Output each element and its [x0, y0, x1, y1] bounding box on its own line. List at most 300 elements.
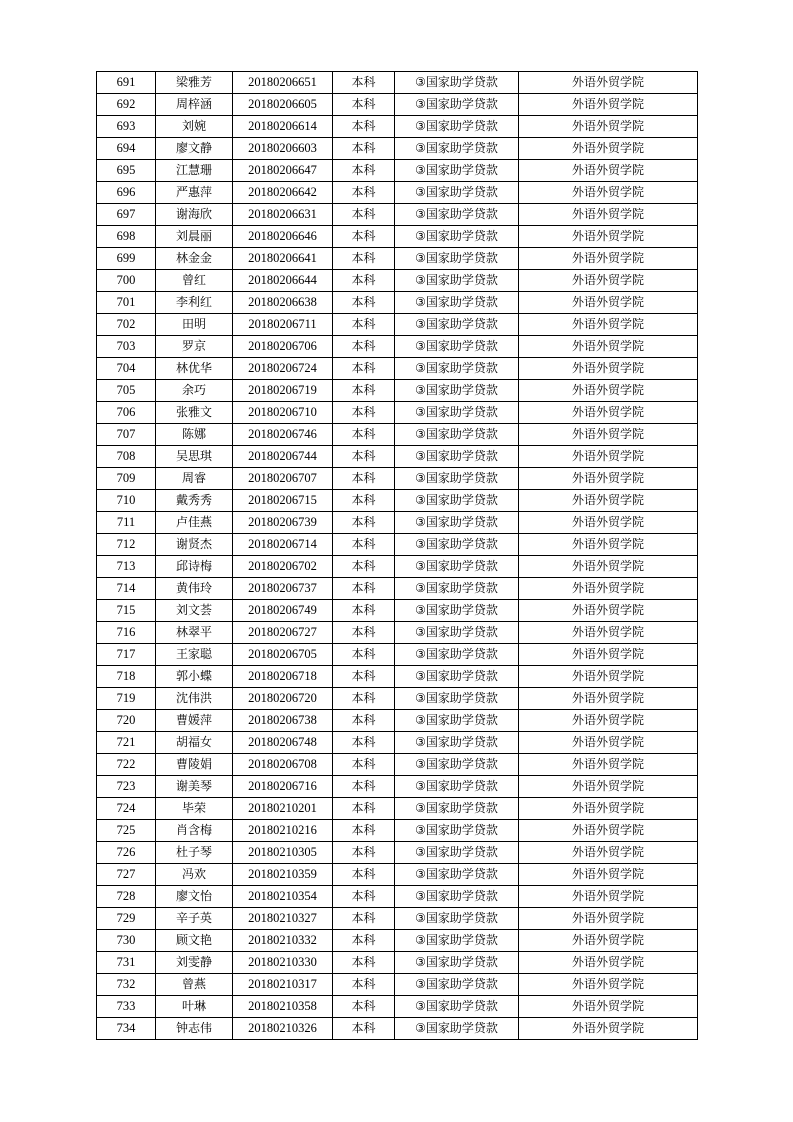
student-name-cell: 邱诗梅 [156, 556, 233, 578]
row-number-cell: 732 [97, 974, 156, 996]
aid-type-cell: ③国家助学贷款 [395, 974, 519, 996]
table-row [97, 94, 698, 116]
row-number-cell: 707 [97, 424, 156, 446]
student-name-cell: 肖含梅 [156, 820, 233, 842]
college-cell: 外语外贸学院 [519, 952, 698, 974]
aid-type-cell: ③国家助学贷款 [395, 886, 519, 908]
table-row [97, 842, 698, 864]
aid-type-cell: ③国家助学贷款 [395, 94, 519, 116]
student-id-cell: 20180206708 [233, 754, 333, 776]
education-level-cell: 本科 [333, 424, 395, 446]
student-id-cell: 20180210201 [233, 798, 333, 820]
row-number-cell: 704 [97, 358, 156, 380]
aid-type-cell: ③国家助学贷款 [395, 864, 519, 886]
table-body [97, 72, 698, 1040]
student-id-cell: 20180206744 [233, 446, 333, 468]
college-cell: 外语外贸学院 [519, 534, 698, 556]
row-number-cell: 716 [97, 622, 156, 644]
student-name-cell: 林金金 [156, 248, 233, 270]
table-row [97, 908, 698, 930]
student-name-cell: 刘文荟 [156, 600, 233, 622]
aid-type-cell: ③国家助学贷款 [395, 754, 519, 776]
college-cell: 外语外贸学院 [519, 446, 698, 468]
education-level-cell: 本科 [333, 116, 395, 138]
student-name-cell: 谢海欣 [156, 204, 233, 226]
table-row [97, 578, 698, 600]
aid-type-cell: ③国家助学贷款 [395, 710, 519, 732]
student-name-cell: 郭小蝶 [156, 666, 233, 688]
table-row [97, 358, 698, 380]
aid-type-cell: ③国家助学贷款 [395, 798, 519, 820]
row-number-cell: 721 [97, 732, 156, 754]
education-level-cell: 本科 [333, 776, 395, 798]
education-level-cell: 本科 [333, 336, 395, 358]
table-row [97, 688, 698, 710]
aid-type-cell: ③国家助学贷款 [395, 996, 519, 1018]
student-name-cell: 田明 [156, 314, 233, 336]
table-row [97, 732, 698, 754]
student-name-cell: 严惠萍 [156, 182, 233, 204]
student-id-cell: 20180210358 [233, 996, 333, 1018]
row-number-cell: 706 [97, 402, 156, 424]
row-number-cell: 699 [97, 248, 156, 270]
student-id-cell: 20180206727 [233, 622, 333, 644]
table-row [97, 666, 698, 688]
row-number-cell: 713 [97, 556, 156, 578]
college-cell: 外语外贸学院 [519, 358, 698, 380]
aid-type-cell: ③国家助学贷款 [395, 402, 519, 424]
aid-type-cell: ③国家助学贷款 [395, 776, 519, 798]
student-id-cell: 20180210332 [233, 930, 333, 952]
table-row [97, 380, 698, 402]
student-id-cell: 20180206707 [233, 468, 333, 490]
row-number-cell: 696 [97, 182, 156, 204]
college-cell: 外语外贸学院 [519, 842, 698, 864]
aid-type-cell: ③国家助学贷款 [395, 644, 519, 666]
student-name-cell: 毕荣 [156, 798, 233, 820]
aid-type-cell: ③国家助学贷款 [395, 446, 519, 468]
student-id-cell: 20180206716 [233, 776, 333, 798]
row-number-cell: 715 [97, 600, 156, 622]
row-number-cell: 710 [97, 490, 156, 512]
college-cell: 外语外贸学院 [519, 776, 698, 798]
student-name-cell: 杜子琴 [156, 842, 233, 864]
college-cell: 外语外贸学院 [519, 314, 698, 336]
aid-type-cell: ③国家助学贷款 [395, 424, 519, 446]
table-row [97, 952, 698, 974]
row-number-cell: 717 [97, 644, 156, 666]
student-name-cell: 叶琳 [156, 996, 233, 1018]
student-name-cell: 周睿 [156, 468, 233, 490]
education-level-cell: 本科 [333, 732, 395, 754]
education-level-cell: 本科 [333, 534, 395, 556]
table-row [97, 160, 698, 182]
student-name-cell: 戴秀秀 [156, 490, 233, 512]
education-level-cell: 本科 [333, 908, 395, 930]
education-level-cell: 本科 [333, 292, 395, 314]
college-cell: 外语外贸学院 [519, 380, 698, 402]
aid-type-cell: ③国家助学贷款 [395, 314, 519, 336]
student-id-cell: 20180206702 [233, 556, 333, 578]
education-level-cell: 本科 [333, 930, 395, 952]
aid-type-cell: ③国家助学贷款 [395, 600, 519, 622]
student-id-cell: 20180206631 [233, 204, 333, 226]
education-level-cell: 本科 [333, 204, 395, 226]
row-number-cell: 691 [97, 72, 156, 94]
college-cell: 外语外贸学院 [519, 820, 698, 842]
college-cell: 外语外贸学院 [519, 292, 698, 314]
row-number-cell: 734 [97, 1018, 156, 1040]
student-name-cell: 曾燕 [156, 974, 233, 996]
student-name-cell: 辛子英 [156, 908, 233, 930]
student-id-cell: 20180206738 [233, 710, 333, 732]
aid-type-cell: ③国家助学贷款 [395, 248, 519, 270]
student-name-cell: 曹陵娟 [156, 754, 233, 776]
college-cell: 外语外贸学院 [519, 204, 698, 226]
education-level-cell: 本科 [333, 270, 395, 292]
education-level-cell: 本科 [333, 358, 395, 380]
college-cell: 外语外贸学院 [519, 996, 698, 1018]
student-id-cell: 20180206715 [233, 490, 333, 512]
student-id-cell: 20180210327 [233, 908, 333, 930]
education-level-cell: 本科 [333, 314, 395, 336]
row-number-cell: 725 [97, 820, 156, 842]
college-cell: 外语外贸学院 [519, 556, 698, 578]
aid-type-cell: ③国家助学贷款 [395, 842, 519, 864]
education-level-cell: 本科 [333, 490, 395, 512]
college-cell: 外语外贸学院 [519, 402, 698, 424]
row-number-cell: 728 [97, 886, 156, 908]
student-name-cell: 林翠平 [156, 622, 233, 644]
college-cell: 外语外贸学院 [519, 160, 698, 182]
student-name-cell: 李利红 [156, 292, 233, 314]
aid-type-cell: ③国家助学贷款 [395, 952, 519, 974]
education-level-cell: 本科 [333, 710, 395, 732]
student-name-cell: 江慧珊 [156, 160, 233, 182]
education-level-cell: 本科 [333, 820, 395, 842]
table-row [97, 776, 698, 798]
student-id-cell: 20180206720 [233, 688, 333, 710]
table-row [97, 292, 698, 314]
table-row [97, 424, 698, 446]
college-cell: 外语外贸学院 [519, 974, 698, 996]
education-level-cell: 本科 [333, 402, 395, 424]
aid-type-cell: ③国家助学贷款 [395, 534, 519, 556]
row-number-cell: 695 [97, 160, 156, 182]
student-name-cell: 廖文怡 [156, 886, 233, 908]
student-id-cell: 20180210216 [233, 820, 333, 842]
row-number-cell: 730 [97, 930, 156, 952]
table-row [97, 226, 698, 248]
student-id-cell: 20180206749 [233, 600, 333, 622]
education-level-cell: 本科 [333, 512, 395, 534]
student-name-cell: 钟志伟 [156, 1018, 233, 1040]
education-level-cell: 本科 [333, 446, 395, 468]
student-id-cell: 20180206642 [233, 182, 333, 204]
row-number-cell: 702 [97, 314, 156, 336]
table-row [97, 204, 698, 226]
student-id-cell: 20180206710 [233, 402, 333, 424]
student-name-cell: 张雅文 [156, 402, 233, 424]
student-name-cell: 余巧 [156, 380, 233, 402]
student-id-cell: 20180206724 [233, 358, 333, 380]
table-row [97, 490, 698, 512]
student-name-cell: 谢美琴 [156, 776, 233, 798]
aid-type-cell: ③国家助学贷款 [395, 930, 519, 952]
education-level-cell: 本科 [333, 468, 395, 490]
college-cell: 外语外贸学院 [519, 622, 698, 644]
row-number-cell: 731 [97, 952, 156, 974]
aid-type-cell: ③国家助学贷款 [395, 732, 519, 754]
student-id-cell: 20180210305 [233, 842, 333, 864]
education-level-cell: 本科 [333, 644, 395, 666]
table-row [97, 644, 698, 666]
college-cell: 外语外贸学院 [519, 512, 698, 534]
college-cell: 外语外贸学院 [519, 94, 698, 116]
college-cell: 外语外贸学院 [519, 270, 698, 292]
education-level-cell: 本科 [333, 248, 395, 270]
college-cell: 外语外贸学院 [519, 666, 698, 688]
college-cell: 外语外贸学院 [519, 248, 698, 270]
row-number-cell: 724 [97, 798, 156, 820]
student-id-cell: 20180206603 [233, 138, 333, 160]
aid-type-cell: ③国家助学贷款 [395, 226, 519, 248]
college-cell: 外语外贸学院 [519, 490, 698, 512]
college-cell: 外语外贸学院 [519, 468, 698, 490]
aid-type-cell: ③国家助学贷款 [395, 622, 519, 644]
education-level-cell: 本科 [333, 226, 395, 248]
aid-type-cell: ③国家助学贷款 [395, 292, 519, 314]
college-cell: 外语外贸学院 [519, 72, 698, 94]
student-id-cell: 20180210359 [233, 864, 333, 886]
student-id-cell: 20180210326 [233, 1018, 333, 1040]
college-cell: 外语外贸学院 [519, 930, 698, 952]
table-row [97, 798, 698, 820]
aid-type-cell: ③国家助学贷款 [395, 358, 519, 380]
education-level-cell: 本科 [333, 94, 395, 116]
aid-type-cell: ③国家助学贷款 [395, 270, 519, 292]
student-name-cell: 黄伟玲 [156, 578, 233, 600]
education-level-cell: 本科 [333, 182, 395, 204]
education-level-cell: 本科 [333, 754, 395, 776]
student-name-cell: 罗京 [156, 336, 233, 358]
student-id-cell: 20180206711 [233, 314, 333, 336]
student-name-cell: 刘晨丽 [156, 226, 233, 248]
table-row [97, 820, 698, 842]
row-number-cell: 720 [97, 710, 156, 732]
education-level-cell: 本科 [333, 578, 395, 600]
college-cell: 外语外贸学院 [519, 578, 698, 600]
row-number-cell: 709 [97, 468, 156, 490]
row-number-cell: 711 [97, 512, 156, 534]
row-number-cell: 694 [97, 138, 156, 160]
table-row [97, 886, 698, 908]
student-id-cell: 20180210354 [233, 886, 333, 908]
student-id-cell: 20180206641 [233, 248, 333, 270]
education-level-cell: 本科 [333, 996, 395, 1018]
student-id-cell: 20180206706 [233, 336, 333, 358]
row-number-cell: 723 [97, 776, 156, 798]
student-id-cell: 20180206739 [233, 512, 333, 534]
table-row [97, 556, 698, 578]
row-number-cell: 714 [97, 578, 156, 600]
student-name-cell: 梁雅芳 [156, 72, 233, 94]
education-level-cell: 本科 [333, 864, 395, 886]
row-number-cell: 693 [97, 116, 156, 138]
table-row [97, 930, 698, 952]
aid-type-cell: ③国家助学贷款 [395, 204, 519, 226]
education-level-cell: 本科 [333, 1018, 395, 1040]
student-name-cell: 曾红 [156, 270, 233, 292]
student-name-cell: 林优华 [156, 358, 233, 380]
table-row [97, 622, 698, 644]
education-level-cell: 本科 [333, 886, 395, 908]
table-row [97, 996, 698, 1018]
student-id-cell: 20180210330 [233, 952, 333, 974]
college-cell: 外语外贸学院 [519, 864, 698, 886]
row-number-cell: 727 [97, 864, 156, 886]
student-loan-table [96, 71, 698, 1040]
row-number-cell: 719 [97, 688, 156, 710]
student-id-cell: 20180206748 [233, 732, 333, 754]
table-row [97, 138, 698, 160]
education-level-cell: 本科 [333, 798, 395, 820]
table-row [97, 270, 698, 292]
aid-type-cell: ③国家助学贷款 [395, 578, 519, 600]
student-name-cell: 廖文静 [156, 138, 233, 160]
college-cell: 外语外贸学院 [519, 732, 698, 754]
aid-type-cell: ③国家助学贷款 [395, 512, 519, 534]
student-id-cell: 20180206614 [233, 116, 333, 138]
education-level-cell: 本科 [333, 138, 395, 160]
college-cell: 外语外贸学院 [519, 644, 698, 666]
row-number-cell: 733 [97, 996, 156, 1018]
college-cell: 外语外贸学院 [519, 908, 698, 930]
row-number-cell: 697 [97, 204, 156, 226]
table-row [97, 864, 698, 886]
student-id-cell: 20180206718 [233, 666, 333, 688]
student-name-cell: 吴思琪 [156, 446, 233, 468]
aid-type-cell: ③国家助学贷款 [395, 138, 519, 160]
row-number-cell: 701 [97, 292, 156, 314]
student-id-cell: 20180206644 [233, 270, 333, 292]
education-level-cell: 本科 [333, 842, 395, 864]
table-row [97, 534, 698, 556]
table-row [97, 600, 698, 622]
student-name-cell: 刘雯静 [156, 952, 233, 974]
college-cell: 外语外贸学院 [519, 138, 698, 160]
student-id-cell: 20180206737 [233, 578, 333, 600]
student-id-cell: 20180210317 [233, 974, 333, 996]
college-cell: 外语外贸学院 [519, 688, 698, 710]
table-row [97, 336, 698, 358]
student-name-cell: 顾文艳 [156, 930, 233, 952]
aid-type-cell: ③国家助学贷款 [395, 688, 519, 710]
row-number-cell: 729 [97, 908, 156, 930]
table-row [97, 468, 698, 490]
table-row [97, 182, 698, 204]
table-row [97, 446, 698, 468]
row-number-cell: 692 [97, 94, 156, 116]
aid-type-cell: ③国家助学贷款 [395, 1018, 519, 1040]
student-name-cell: 卢佳燕 [156, 512, 233, 534]
table-row [97, 754, 698, 776]
education-level-cell: 本科 [333, 952, 395, 974]
aid-type-cell: ③国家助学贷款 [395, 666, 519, 688]
college-cell: 外语外贸学院 [519, 886, 698, 908]
aid-type-cell: ③国家助学贷款 [395, 490, 519, 512]
student-id-cell: 20180206705 [233, 644, 333, 666]
table-row [97, 974, 698, 996]
aid-type-cell: ③国家助学贷款 [395, 820, 519, 842]
aid-type-cell: ③国家助学贷款 [395, 160, 519, 182]
row-number-cell: 726 [97, 842, 156, 864]
student-id-cell: 20180206651 [233, 72, 333, 94]
aid-type-cell: ③国家助学贷款 [395, 380, 519, 402]
student-id-cell: 20180206746 [233, 424, 333, 446]
row-number-cell: 708 [97, 446, 156, 468]
table-row [97, 248, 698, 270]
student-id-cell: 20180206714 [233, 534, 333, 556]
row-number-cell: 712 [97, 534, 156, 556]
row-number-cell: 722 [97, 754, 156, 776]
college-cell: 外语外贸学院 [519, 754, 698, 776]
table-row [97, 116, 698, 138]
college-cell: 外语外贸学院 [519, 182, 698, 204]
table-row [97, 314, 698, 336]
aid-type-cell: ③国家助学贷款 [395, 72, 519, 94]
college-cell: 外语外贸学院 [519, 226, 698, 248]
student-name-cell: 谢贤杰 [156, 534, 233, 556]
student-name-cell: 胡福女 [156, 732, 233, 754]
student-name-cell: 曹媛萍 [156, 710, 233, 732]
education-level-cell: 本科 [333, 974, 395, 996]
student-id-cell: 20180206605 [233, 94, 333, 116]
college-cell: 外语外贸学院 [519, 424, 698, 446]
student-id-cell: 20180206638 [233, 292, 333, 314]
education-level-cell: 本科 [333, 380, 395, 402]
student-id-cell: 20180206719 [233, 380, 333, 402]
college-cell: 外语外贸学院 [519, 336, 698, 358]
student-name-cell: 陈娜 [156, 424, 233, 446]
education-level-cell: 本科 [333, 556, 395, 578]
college-cell: 外语外贸学院 [519, 1018, 698, 1040]
table-row [97, 402, 698, 424]
table-row [97, 512, 698, 534]
student-name-cell: 冯欢 [156, 864, 233, 886]
row-number-cell: 703 [97, 336, 156, 358]
student-id-cell: 20180206646 [233, 226, 333, 248]
student-name-cell: 沈伟洪 [156, 688, 233, 710]
table-row [97, 1018, 698, 1040]
table-row [97, 72, 698, 94]
aid-type-cell: ③国家助学贷款 [395, 182, 519, 204]
aid-type-cell: ③国家助学贷款 [395, 468, 519, 490]
table-row [97, 710, 698, 732]
education-level-cell: 本科 [333, 600, 395, 622]
student-name-cell: 刘婉 [156, 116, 233, 138]
college-cell: 外语外贸学院 [519, 710, 698, 732]
college-cell: 外语外贸学院 [519, 116, 698, 138]
row-number-cell: 698 [97, 226, 156, 248]
education-level-cell: 本科 [333, 622, 395, 644]
aid-type-cell: ③国家助学贷款 [395, 908, 519, 930]
aid-type-cell: ③国家助学贷款 [395, 116, 519, 138]
row-number-cell: 700 [97, 270, 156, 292]
student-id-cell: 20180206647 [233, 160, 333, 182]
college-cell: 外语外贸学院 [519, 600, 698, 622]
row-number-cell: 718 [97, 666, 156, 688]
